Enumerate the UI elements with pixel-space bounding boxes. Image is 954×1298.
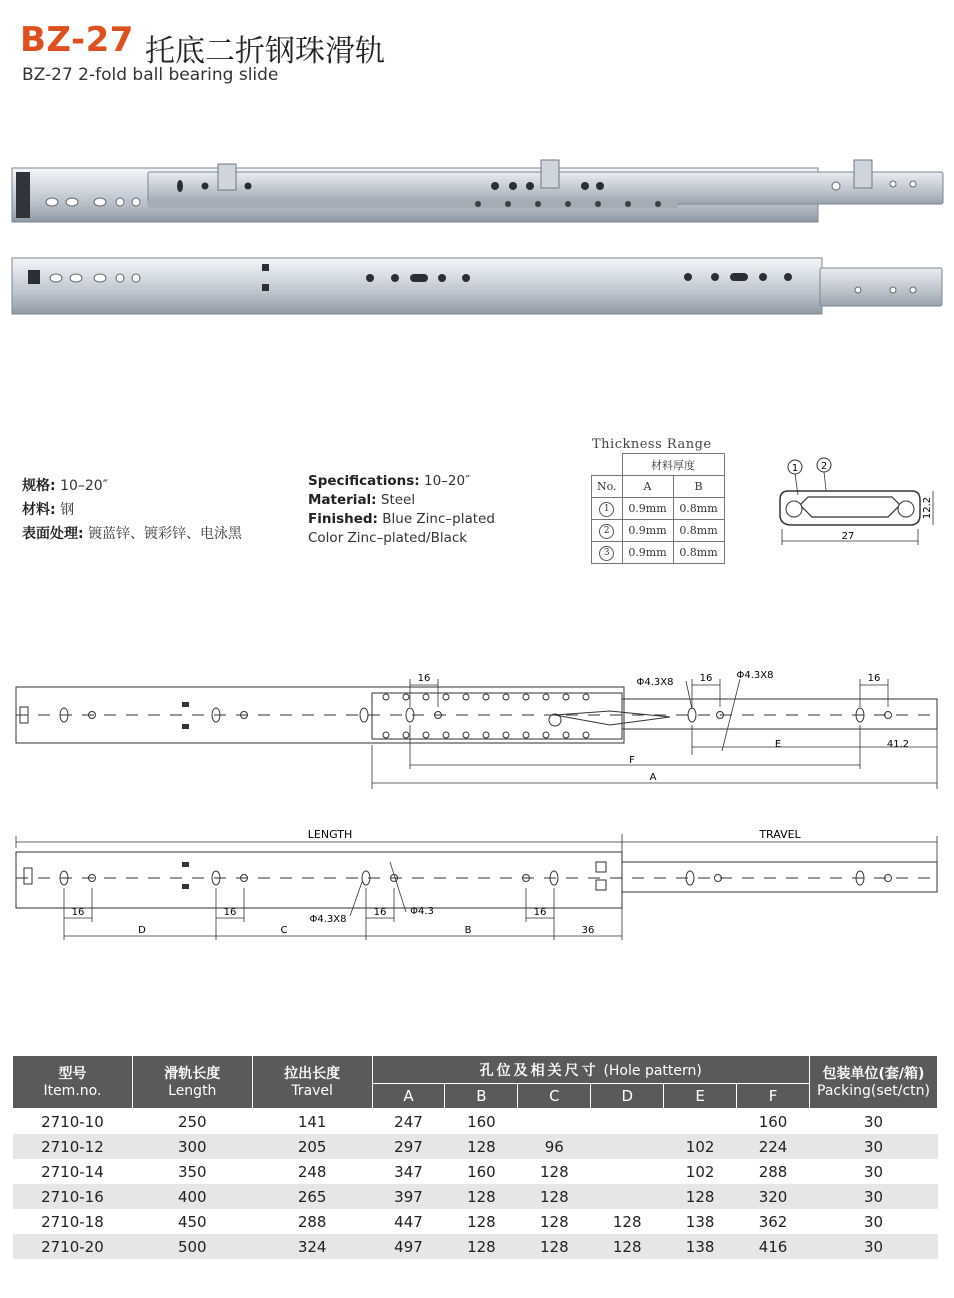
dim-16-2: 16	[223, 907, 237, 918]
thk-cell: 0.8mm	[673, 520, 724, 542]
rail-bottom	[12, 258, 942, 314]
table-cell: 30	[809, 1134, 937, 1159]
finish-value-cn: 镀蓝锌、镀彩锌、电泳黑	[88, 526, 243, 542]
hole-label-2: Φ4.3	[410, 906, 434, 917]
table-cell	[591, 1109, 664, 1135]
thk-cell: 0.8mm	[673, 542, 724, 564]
table-cell: 138	[664, 1234, 737, 1259]
table-cell: 141	[297, 1112, 327, 1131]
spec-label-cn: 规格:	[22, 478, 56, 494]
rail-top	[12, 160, 943, 222]
sub-col-d: D	[591, 1084, 664, 1109]
dim-16-1: 16	[71, 907, 85, 918]
drawing-closed	[10, 822, 945, 942]
table-cell: 128	[612, 1212, 642, 1231]
table-cell: 30	[863, 1112, 884, 1131]
table-cell: 447	[394, 1212, 423, 1231]
table-cell: 297	[372, 1134, 445, 1159]
table-cell: 324	[252, 1234, 372, 1259]
specs-cn	[22, 474, 242, 546]
table-cell: 300	[132, 1134, 252, 1159]
thk-col-a: A	[622, 476, 673, 498]
table-cell: 128	[518, 1234, 591, 1259]
table-cell: 2710-10	[41, 1112, 104, 1131]
dimension-table	[12, 1055, 938, 1259]
table-cell: 2710-12	[13, 1134, 133, 1159]
table-cell: 497	[372, 1234, 445, 1259]
table-cell: 350	[177, 1162, 207, 1181]
thk-cell: 0.9mm	[622, 498, 673, 520]
table-cell: 30	[863, 1162, 884, 1181]
finish-label-en: Finished:	[308, 511, 378, 527]
spec-value-cn: 10–20″	[60, 478, 108, 494]
length-label: LENGTH	[307, 828, 353, 841]
thk-row-no: 2	[599, 524, 614, 539]
table-row	[13, 1109, 938, 1135]
material-value-en: Steel	[380, 492, 416, 508]
sub-col-b: B	[445, 1084, 518, 1109]
dim-f: F	[629, 755, 635, 766]
product-photo	[8, 150, 948, 325]
table-row	[13, 1184, 938, 1209]
col-hole-pattern: 孔位及相关尺寸 (Hole pattern)	[372, 1056, 809, 1084]
table-cell: 320	[737, 1184, 810, 1209]
dim-d: D	[138, 925, 146, 936]
dim-b: B	[464, 925, 472, 936]
dim-16-a: 16	[417, 673, 431, 684]
material-label-cn: 材料:	[22, 502, 56, 518]
dim-16-4: 16	[533, 907, 547, 918]
profile-label-2: 2	[820, 461, 828, 472]
table-cell: 288	[758, 1162, 788, 1181]
table-cell: 128	[518, 1184, 591, 1209]
sub-col-f: F	[737, 1084, 810, 1109]
thk-row-no: 1	[599, 502, 614, 517]
col-packing: 包装单位(套/箱) Packing(set/ctn)	[809, 1056, 937, 1109]
finish-value-en-2: Color Zinc–plated/Black	[308, 530, 468, 546]
sub-col-e: E	[664, 1084, 737, 1109]
thickness-table	[591, 453, 725, 564]
table-row	[13, 1159, 938, 1184]
col-model: 型号 Item.no.	[13, 1056, 133, 1109]
material-value-cn: 钢	[60, 502, 75, 518]
table-cell	[518, 1109, 591, 1135]
dim-16-b: 16	[699, 673, 713, 684]
hole-label-1: Φ4.3X8	[309, 914, 347, 925]
table-cell: 128	[539, 1212, 569, 1231]
table-cell: 30	[809, 1184, 937, 1209]
finish-label-cn: 表面处理:	[22, 526, 84, 542]
finish-value-en: Blue Zinc–plated	[382, 511, 495, 527]
table-cell: 247	[394, 1112, 423, 1131]
specs-en	[308, 472, 495, 548]
dim-c: C	[280, 925, 288, 936]
profile-width: 27	[841, 531, 855, 542]
dim-a: A	[649, 772, 657, 783]
thk-col-b: B	[673, 476, 724, 498]
dim-e: E	[774, 739, 782, 750]
table-cell: 450	[177, 1212, 207, 1231]
drawing-extended	[10, 665, 945, 795]
table-cell: 500	[132, 1234, 252, 1259]
table-cell: 400	[132, 1184, 252, 1209]
table-cell: 160	[467, 1112, 496, 1131]
sub-col-c: C	[518, 1084, 591, 1109]
col-travel: 拉出长度 Travel	[252, 1056, 372, 1109]
table-cell: 102	[685, 1162, 715, 1181]
table-row	[13, 1234, 938, 1259]
table-cell: 416	[737, 1234, 810, 1259]
spec-label-en: Specifications:	[308, 473, 420, 489]
thk-cell: 0.9mm	[622, 520, 673, 542]
product-code: BZ-27	[20, 20, 134, 60]
dim-16-c: 16	[867, 673, 881, 684]
dim-16-3: 16	[373, 907, 387, 918]
table-cell: 2710-14	[41, 1162, 104, 1181]
table-cell: 128	[591, 1234, 664, 1259]
travel-label: TRAVEL	[759, 828, 801, 841]
product-title-cn: 托底二折钢珠滑轨	[145, 34, 385, 69]
thickness-title: Thickness Range	[592, 437, 712, 452]
thk-no-label: No.	[592, 476, 623, 498]
table-cell: 128	[445, 1134, 518, 1159]
table-cell	[591, 1184, 664, 1209]
thk-cell: 0.9mm	[622, 542, 673, 564]
table-cell: 362	[758, 1212, 788, 1231]
profile-height: 12.2	[922, 496, 933, 520]
table-row	[13, 1134, 938, 1159]
table-cell: 138	[685, 1212, 715, 1231]
table-cell: 224	[737, 1134, 810, 1159]
table-cell: 250	[177, 1112, 207, 1131]
profile-label-1: 1	[791, 463, 799, 474]
table-cell: 2710-16	[13, 1184, 133, 1209]
table-cell: 2710-18	[41, 1212, 104, 1231]
table-cell: 160	[758, 1112, 788, 1131]
profile-section	[770, 455, 940, 555]
table-cell: 128	[539, 1162, 569, 1181]
table-cell: 205	[252, 1134, 372, 1159]
hole-label-a: Φ4.3X8	[636, 677, 674, 688]
table-cell: 2710-20	[13, 1234, 133, 1259]
table-cell: 248	[297, 1162, 327, 1181]
table-cell	[664, 1109, 737, 1135]
thk-row-no: 3	[599, 546, 614, 561]
thk-cell: 0.8mm	[673, 498, 724, 520]
table-cell: 128	[467, 1212, 496, 1231]
table-cell: 397	[372, 1184, 445, 1209]
table-cell: 128	[664, 1184, 737, 1209]
table-cell: 30	[863, 1212, 884, 1231]
table-cell	[591, 1159, 664, 1184]
col-length: 滑轨长度 Length	[132, 1056, 252, 1109]
table-cell: 30	[809, 1234, 937, 1259]
spec-value-en: 10–20″	[424, 473, 471, 489]
hole-label-b: Φ4.3X8	[736, 670, 774, 681]
table-cell: 288	[297, 1212, 327, 1231]
sub-col-a: A	[372, 1084, 445, 1109]
table-cell: 160	[467, 1162, 496, 1181]
material-label-en: Material:	[308, 492, 377, 508]
dim-41-2: 41.2	[886, 739, 910, 750]
table-cell: 128	[445, 1234, 518, 1259]
thk-corner	[592, 454, 623, 476]
table-cell	[591, 1134, 664, 1159]
dim-36: 36	[581, 925, 595, 936]
table-cell: 96	[518, 1134, 591, 1159]
table-cell: 265	[252, 1184, 372, 1209]
table-cell: 128	[445, 1184, 518, 1209]
table-cell: 102	[664, 1134, 737, 1159]
thk-header-cn: 材料厚度	[622, 454, 724, 476]
table-row	[13, 1209, 938, 1234]
table-cell: 347	[394, 1162, 423, 1181]
product-subtitle: BZ-27 2-fold ball bearing slide	[22, 65, 279, 85]
